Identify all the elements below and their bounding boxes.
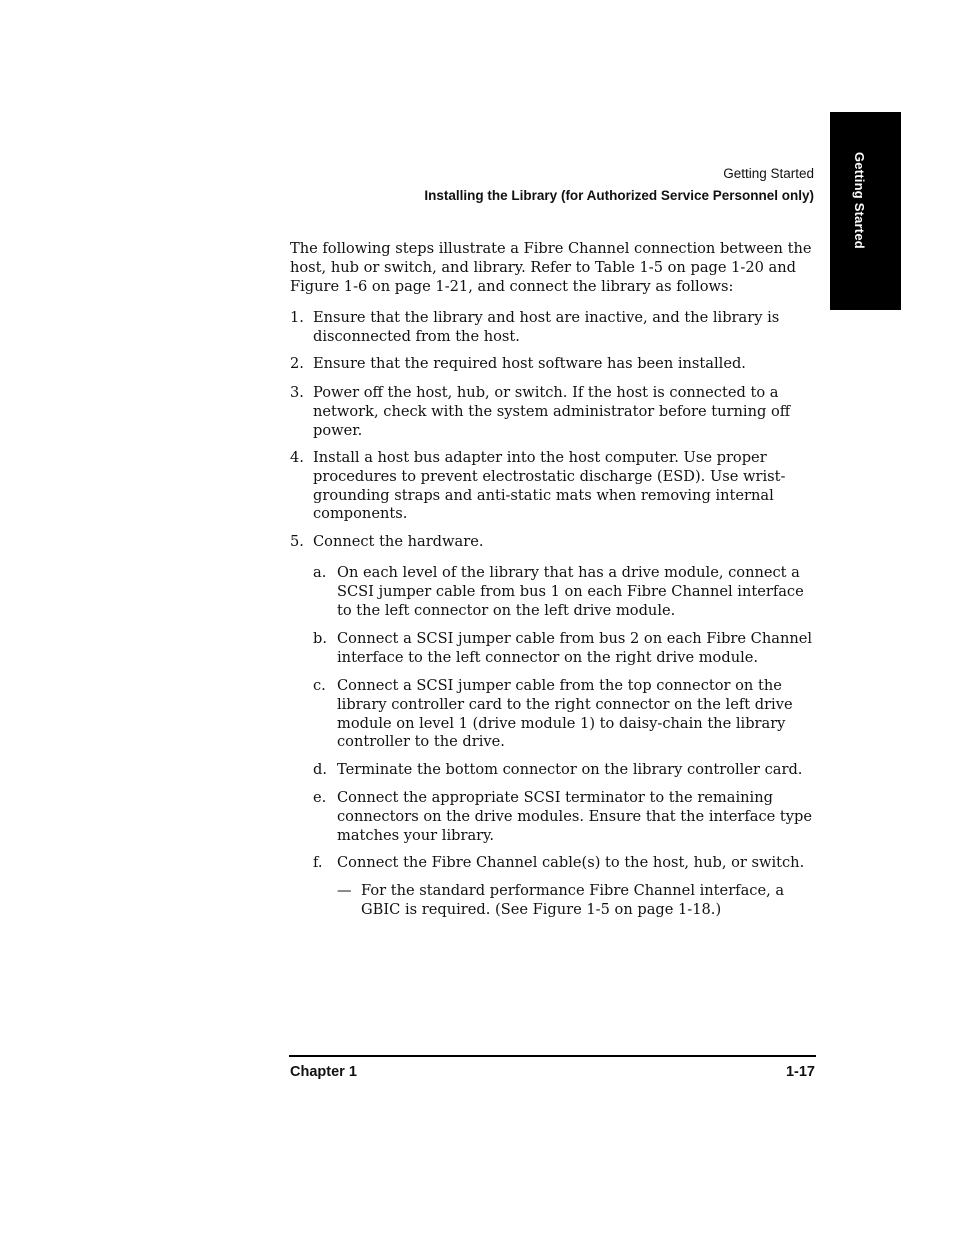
step-text: Ensure that the required host software has been installed. [313, 355, 746, 372]
substep-b [313, 630, 816, 668]
step-marker: 2. [290, 355, 304, 372]
substep-f [313, 854, 816, 873]
note-text: For the standard performance Fibre Channel interface, a GBIC is required. (See Figure 1-5 on page 1-18.) [361, 882, 785, 918]
side-tab-label: Getting Started [852, 152, 867, 249]
substep-e [313, 789, 816, 845]
running-head-section: Getting Started [723, 166, 814, 181]
step-3 [290, 384, 816, 440]
substep-marker: d. [313, 761, 327, 778]
step-text: Connect the hardware. [313, 533, 484, 550]
substep-marker: b. [313, 630, 327, 647]
note-item [337, 882, 816, 920]
substep-text: Terminate the bottom connector on the library controller card. [337, 761, 803, 778]
substep-a [313, 564, 816, 620]
note-dash: — [337, 882, 352, 899]
step-2 [290, 355, 816, 374]
substep-marker: a. [313, 564, 327, 581]
step-5 [290, 533, 816, 552]
step-marker: 5. [290, 533, 304, 550]
substep-c [313, 677, 816, 752]
step-1 [290, 309, 816, 347]
step-marker: 3. [290, 384, 304, 401]
substep-marker: f. [313, 854, 323, 871]
intro-text: The following steps illustrate a Fibre Channel connection between the host, hub or switch, and library. Refer to Table 1-5 on page 1-20 and Figure 1-6 on page 1-21, and connect the library as follows: [290, 240, 812, 295]
footer-page-number: 1-17 [785, 1064, 815, 1080]
step-marker: 1. [290, 309, 304, 326]
intro-paragraph [290, 240, 816, 296]
substep-text: Connect the Fibre Channel cable(s) to the host, hub, or switch. [337, 854, 805, 871]
step-text: Ensure that the library and host are inactive, and the library is disconnected from the host. [313, 309, 780, 345]
substep-marker: c. [313, 677, 326, 694]
running-head-title: Installing the Library (for Authorized Service Personnel only) [424, 188, 814, 203]
chapter-side-tab [830, 112, 901, 310]
substep-d [313, 761, 816, 780]
step-text: Power off the host, hub, or switch. If the host is connected to a network, check with the system administrator before turning off power. [313, 384, 791, 439]
footer-rule [289, 1055, 816, 1057]
substep-marker: e. [313, 789, 327, 806]
substep-text: Connect a SCSI jumper cable from bus 2 on each Fibre Channel interface to the left connector on the right drive module. [337, 630, 813, 666]
substep-text: Connect a SCSI jumper cable from the top connector on the library controller card to the right connector on the left drive module on level 1 (drive module 1) to daisy-chain the library controller to the drive. [337, 677, 793, 751]
step-marker: 4. [290, 449, 304, 466]
step-text: Install a host bus adapter into the host computer. Use proper procedures to prevent electrostatic discharge (ESD). Use wrist-grounding straps and anti-static mats when removing internal components. [313, 449, 786, 523]
step-4 [290, 449, 816, 524]
substep-text: On each level of the library that has a drive module, connect a SCSI jumper cable from bus 1 on each Fibre Channel interface to the left connector on the left drive module. [337, 564, 804, 619]
footer-chapter: Chapter 1 [290, 1064, 357, 1080]
substep-text: Connect the appropriate SCSI terminator to the remaining connectors on the drive modules. Ensure that the interface type matches your library. [337, 789, 813, 844]
